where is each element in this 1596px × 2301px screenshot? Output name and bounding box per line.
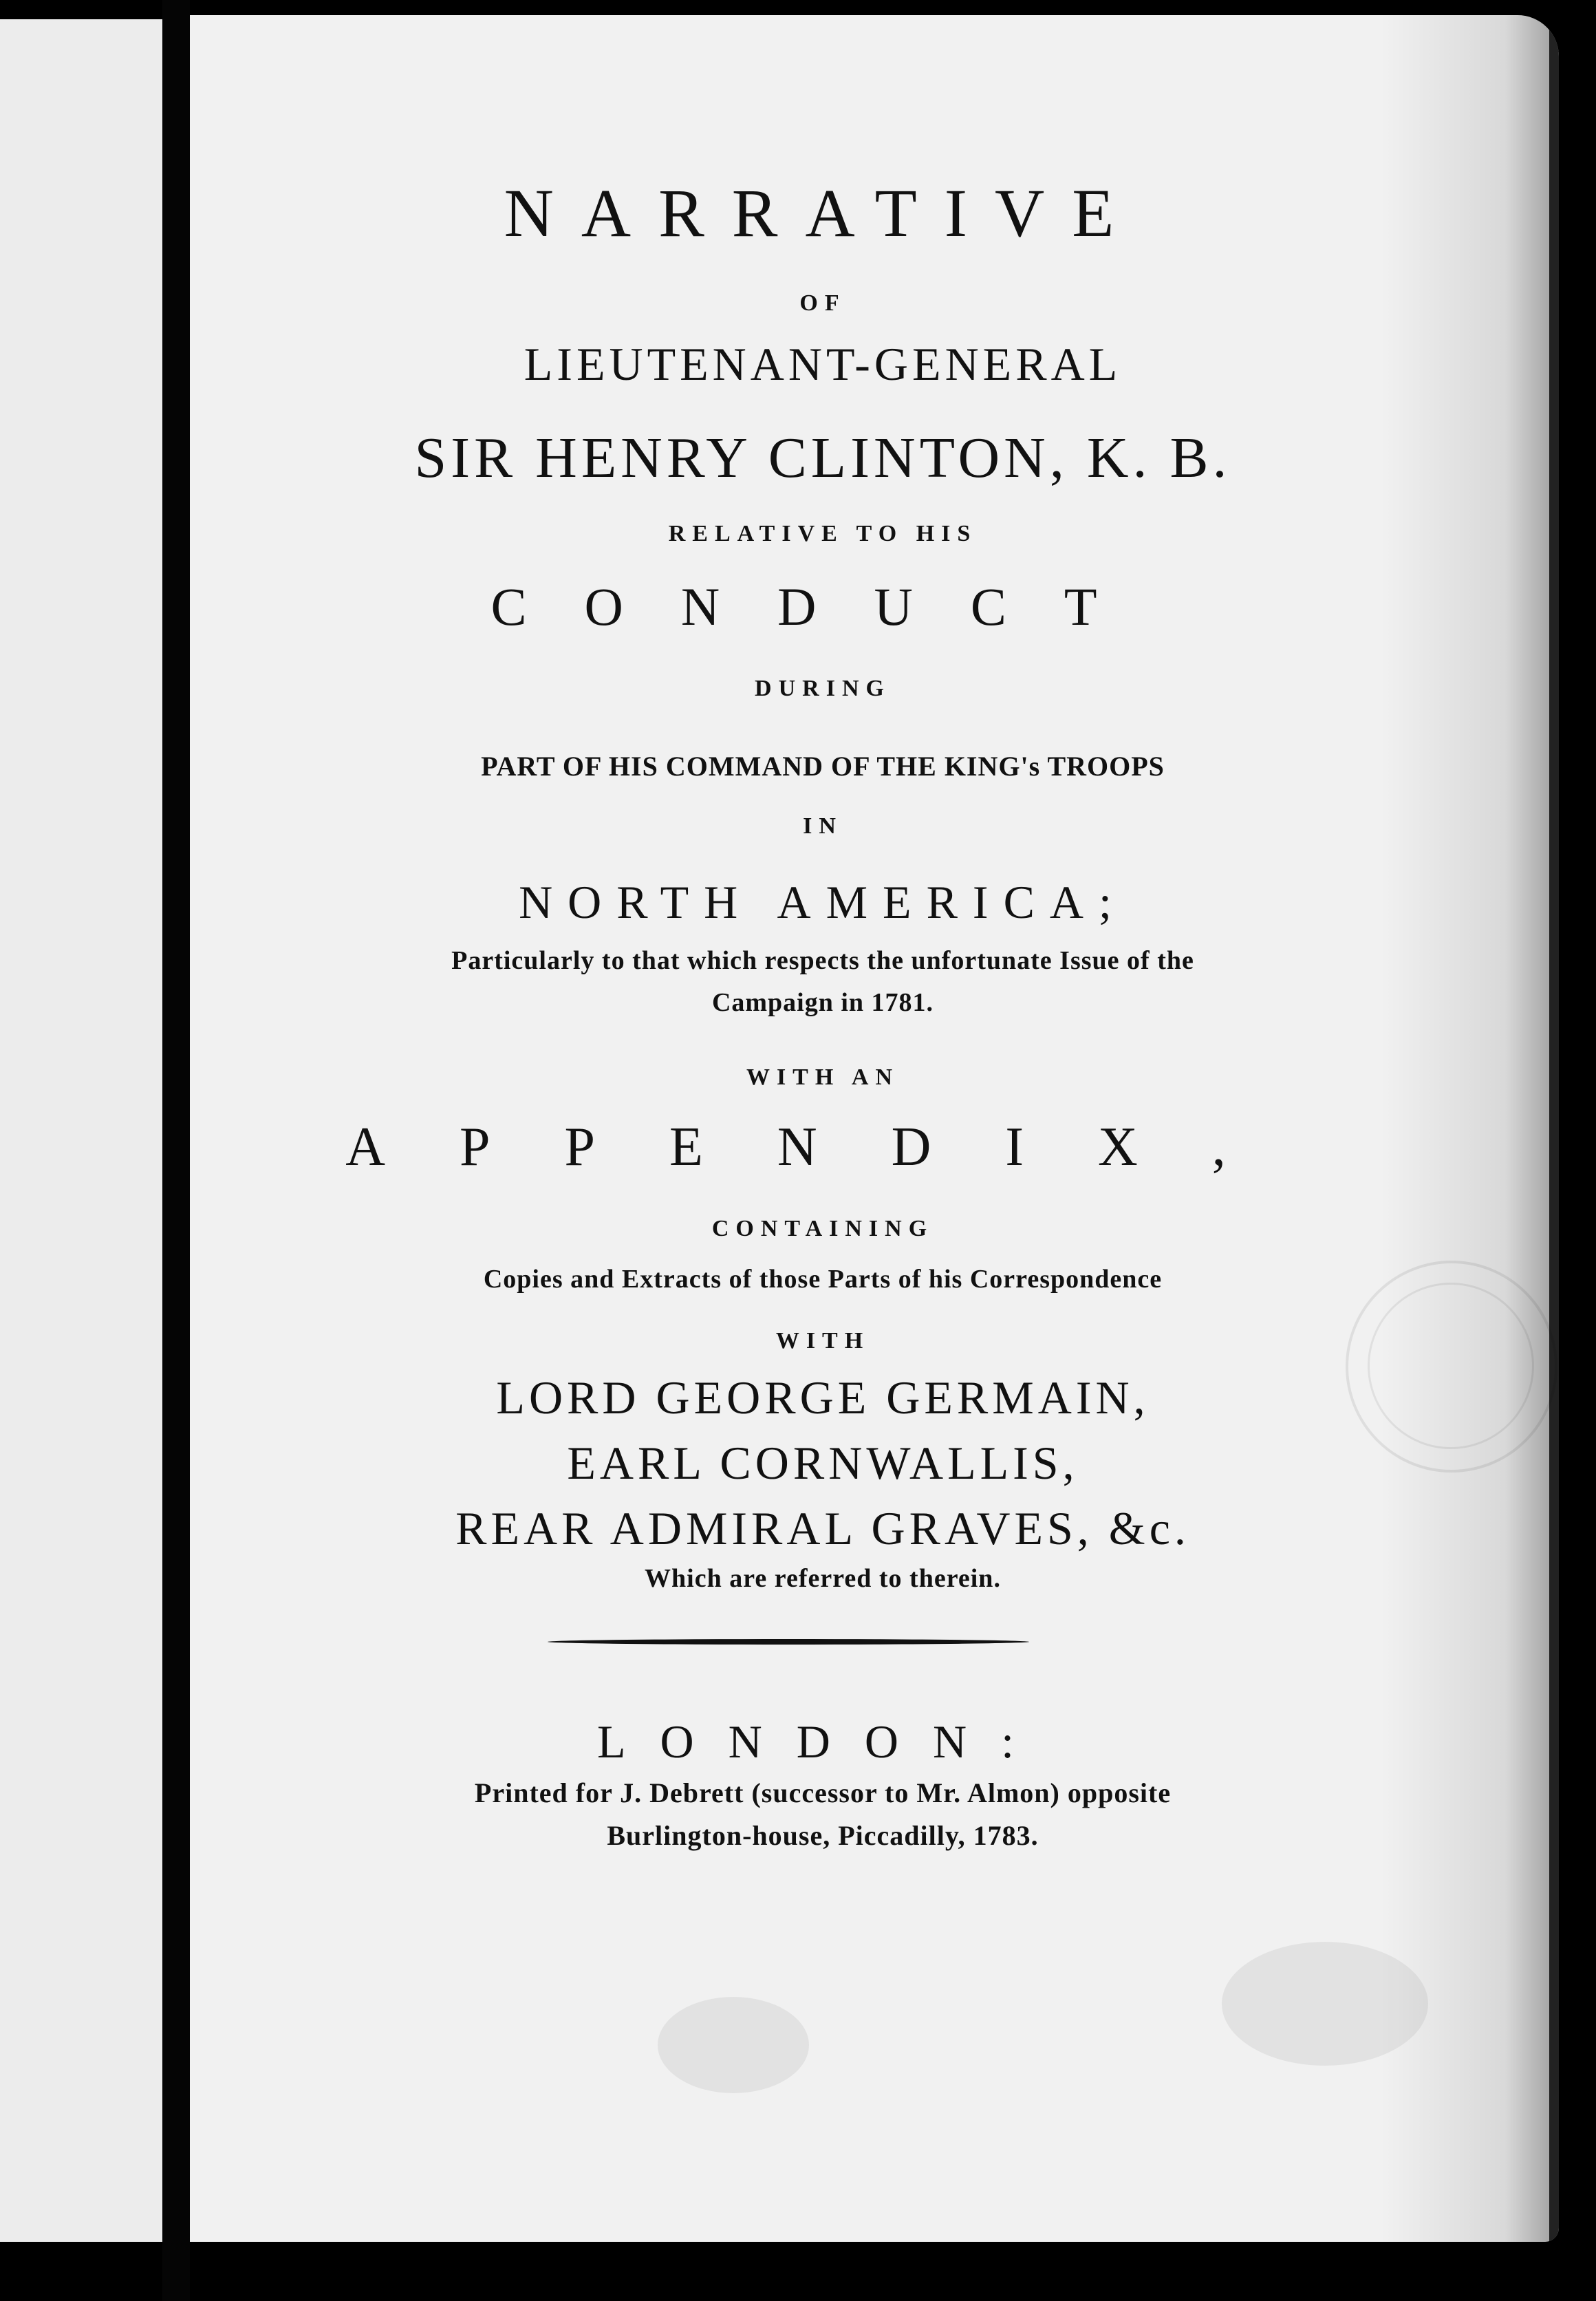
with-an-label: WITH AN bbox=[746, 1064, 900, 1090]
title-page bbox=[190, 15, 1559, 2242]
conduct-heading: CONDUCT bbox=[490, 577, 1155, 636]
main-title: NARRATIVE bbox=[504, 175, 1142, 251]
imprint-block bbox=[190, 15, 1559, 2242]
place-heading: NORTH AMERICA; bbox=[519, 876, 1127, 928]
subtitle-line-2: Campaign in 1781. bbox=[711, 988, 934, 1017]
correspondent-cornwallis: EARL CORNWALLIS, bbox=[567, 1437, 1079, 1489]
of-label: OF bbox=[799, 290, 846, 316]
author-name: SIR HENRY CLINTON, K. B. bbox=[414, 426, 1231, 490]
author-rank: LIEUTENANT-GENERAL bbox=[524, 338, 1122, 390]
imprint-city: LONDON: bbox=[597, 1715, 1048, 1768]
imprint-printer: Printed for J. Debrett (successor to Mr. Almon) opposite bbox=[474, 1777, 1172, 1808]
subtitle-line-1: Particularly to that which respects the unfortunate Issue of the bbox=[451, 946, 1194, 975]
with-label: WITH bbox=[775, 1328, 870, 1353]
appendix-heading: APPENDIX, bbox=[345, 1117, 1300, 1177]
relative-label: RELATIVE TO HIS bbox=[668, 521, 978, 546]
book-gutter bbox=[162, 0, 190, 2301]
copies-line: Copies and Extracts of those Parts of his Correspondence bbox=[483, 1265, 1163, 1294]
during-label: DURING bbox=[755, 676, 891, 701]
command-line: PART OF HIS COMMAND OF THE KING's TROOPS bbox=[481, 751, 1165, 782]
referred-line: Which are referred to therein. bbox=[645, 1564, 1001, 1593]
left-page bbox=[0, 19, 165, 2242]
correspondent-graves: REAR ADMIRAL GRAVES, &c. bbox=[455, 1502, 1190, 1554]
correspondent-germain: LORD GEORGE GERMAIN, bbox=[496, 1371, 1150, 1424]
imprint-address: Burlington-house, Piccadilly, 1783. bbox=[607, 1820, 1039, 1851]
in-label: IN bbox=[803, 813, 843, 839]
containing-label: CONTAINING bbox=[711, 1216, 934, 1241]
